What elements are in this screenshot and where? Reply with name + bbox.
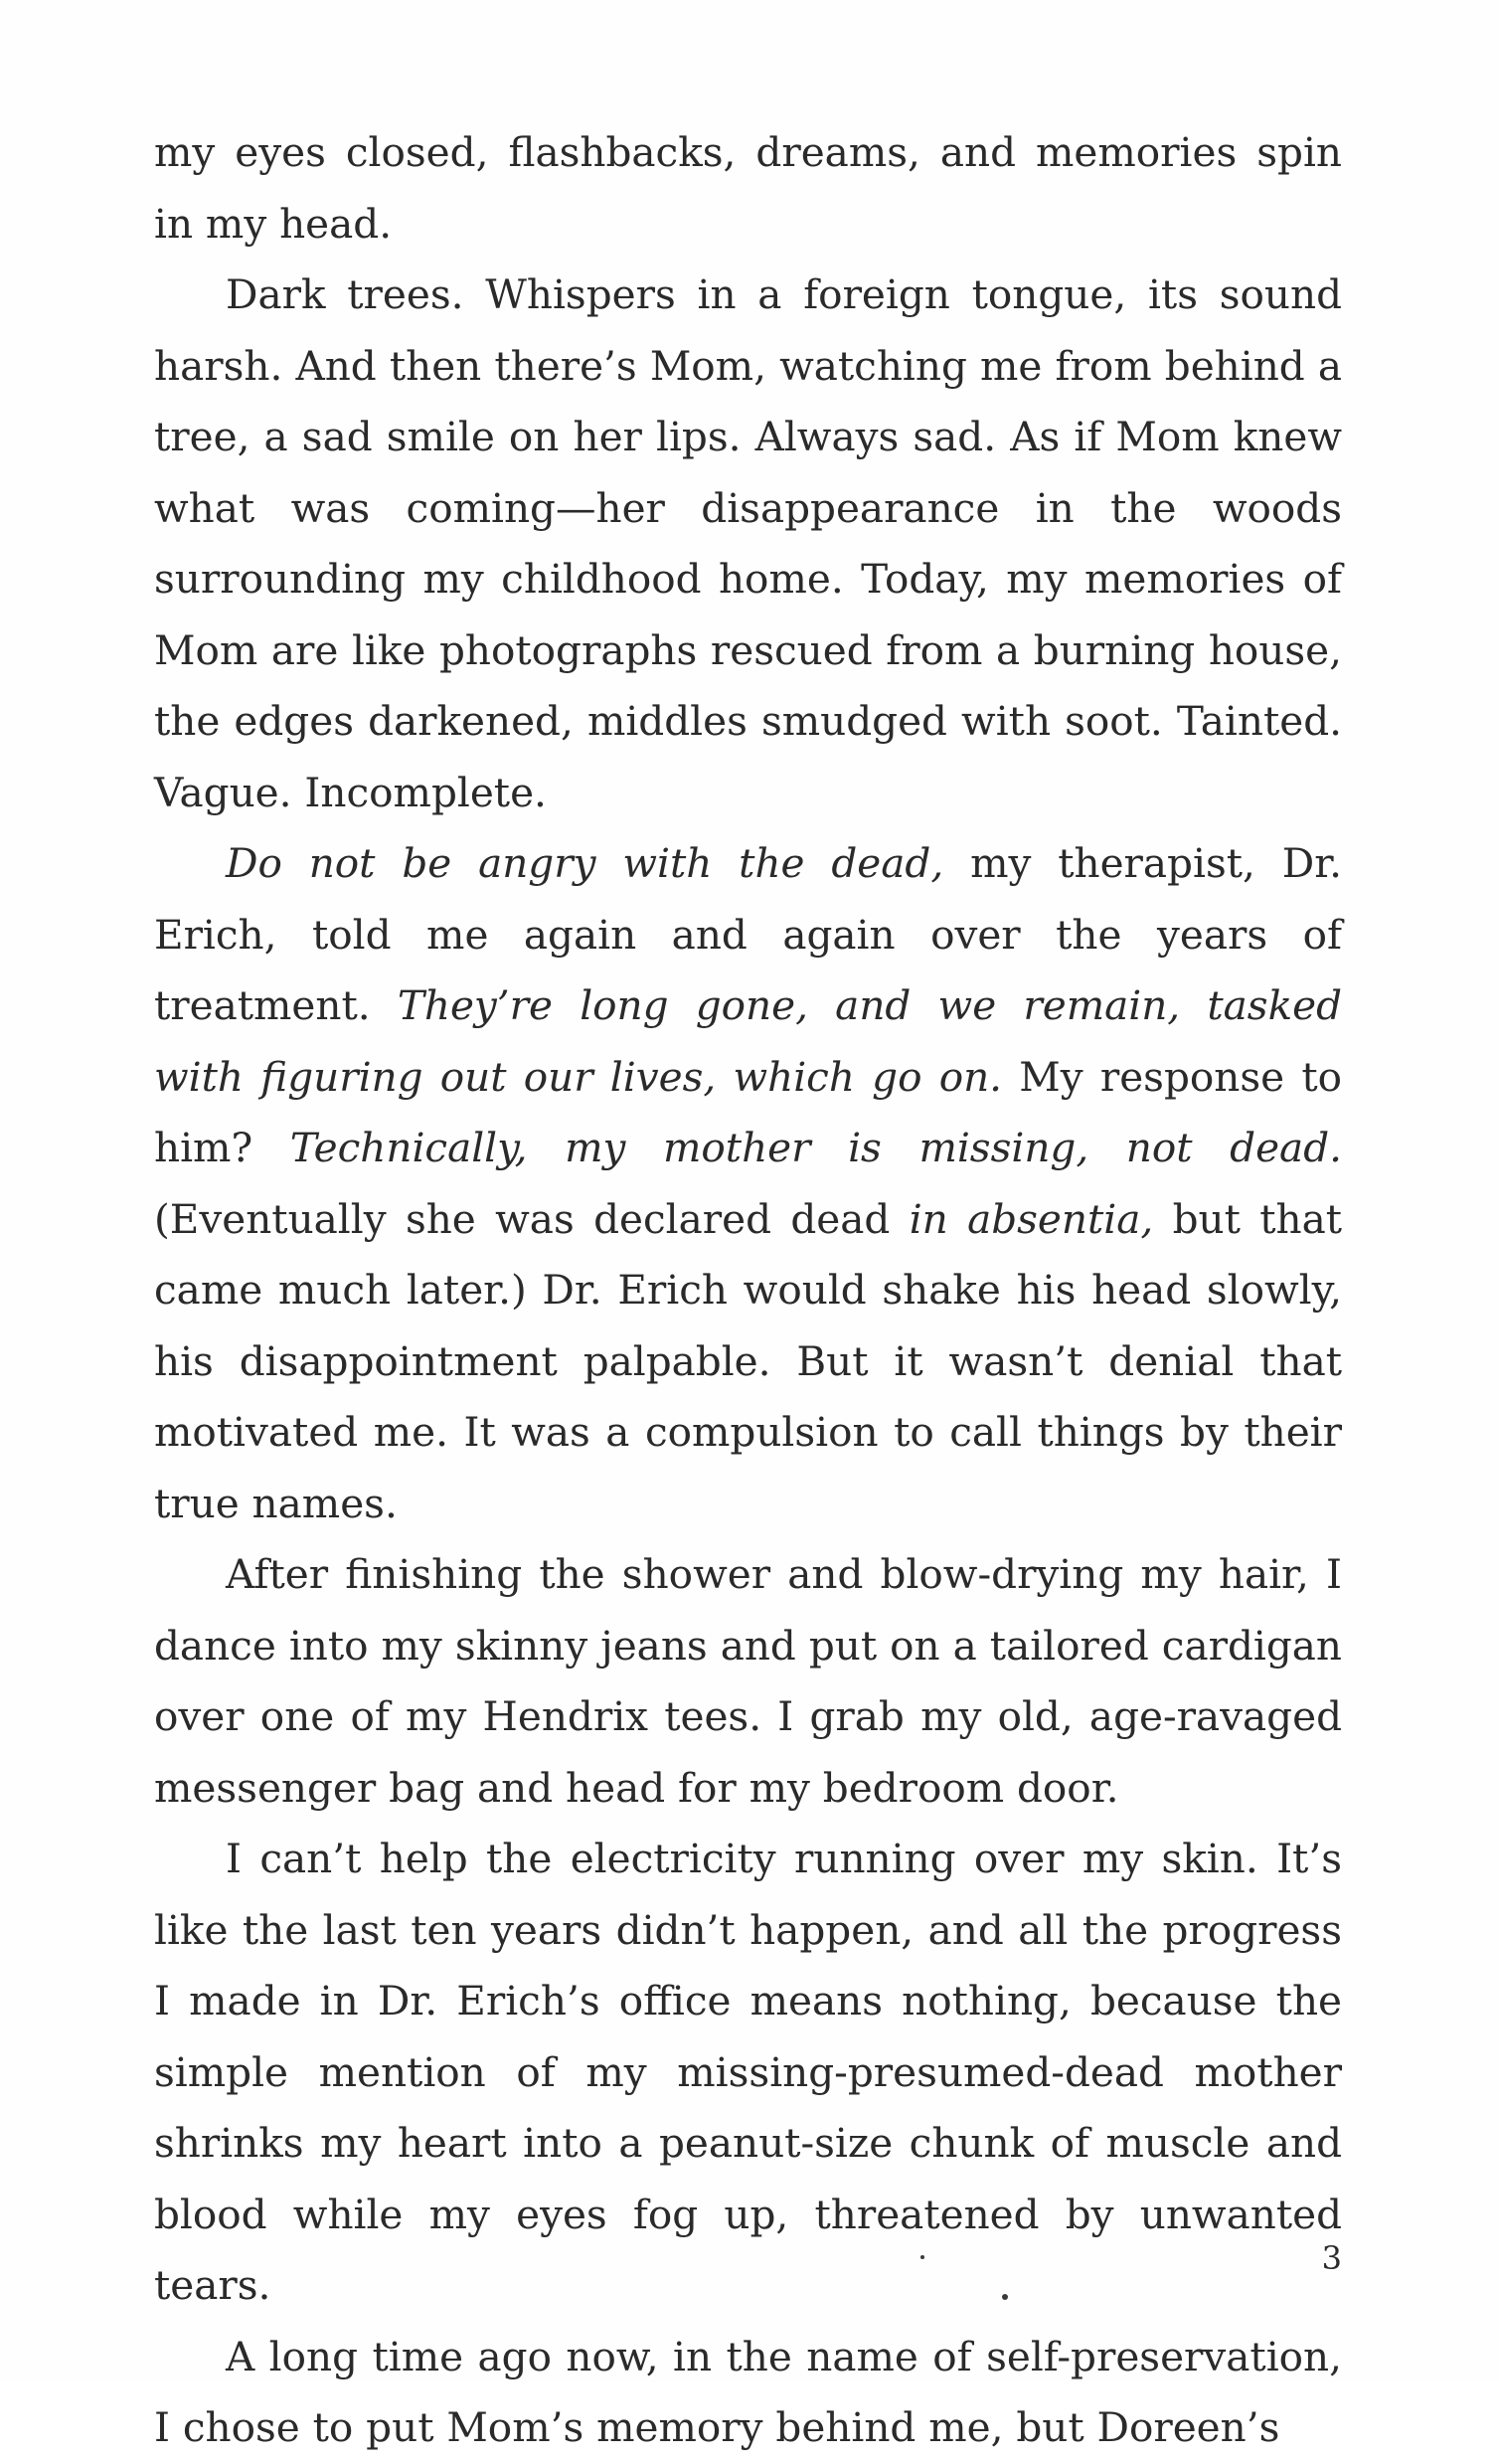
- paragraph-continuation: [154, 117, 1342, 260]
- paragraph: [154, 260, 1342, 828]
- text-segment: My response to him?: [154, 1052, 1343, 1171]
- italic-text-segment: Do not be angry with the dead,: [226, 839, 944, 887]
- text-segment: A long time ago now, in the name of self-preservation, I chose to put Mom’s memory behind me, but Doreen’s: [154, 2332, 1342, 2451]
- ink-speck: [920, 2255, 924, 2259]
- ink-speck: [1002, 2294, 1008, 2300]
- paragraph: [154, 1539, 1342, 1824]
- text-segment: my therapist, Dr. Erich, told me again and again over the years of treatment.: [154, 839, 1342, 1029]
- text-segment: my eyes closed, flashbacks, dreams, and memories spin in my head.: [154, 128, 1342, 248]
- italic-text-segment: Technically, my mother is missing, not dead.: [289, 1124, 1342, 1171]
- text-segment: but that came much later.) Dr. Erich would shake his head slowly, his disappointment palpable. But it wasn’t denial that motivated me. It was a compulsion to call things by their true names.: [154, 1194, 1343, 1527]
- text-segment: After finishing the shower and blow-drying my hair, I dance into my skinny jeans and put on a tailored cardigan over one of my Hendrix tees. I grab my old, age-ravaged messenger bag and head for my bedroom door.: [154, 1550, 1342, 1812]
- text-segment: I can’t help the electricity running over my skin. It’s like the last ten years didn’t happen, and all the progress I made in Dr. Erich’s office means nothing, because the simple mention of my missing-presumed-dead mother shrinks my heart into a peanut-size chunk of muscle and blood while my eyes fog up, threatened by unwanted tears.: [154, 1835, 1342, 2309]
- italic-text-segment: They’re long gone, and we remain, tasked with figuring out our lives, which go on.: [154, 981, 1342, 1101]
- paragraph: [154, 828, 1342, 1539]
- text-segment: (Eventually she was declared dead: [154, 1194, 910, 1243]
- paragraph: [154, 1824, 1342, 2322]
- body-text: [154, 117, 1342, 2464]
- page-number: 3: [1321, 2239, 1342, 2277]
- italic-text-segment: in absentia,: [909, 1194, 1154, 1243]
- text-segment: Dark trees. Whispers in a foreign tongue, its sound harsh. And then there’s Mom, watching me from behind a tree, a sad smile on her lips. Always sad. As if Mom knew what was coming—her disappearance in the woods surrounding my childhood home. Today, my memories of Mom are like photographs rescued from a burning house, the edges darkened, middles smudged with soot. Tainted. Vague. Incomplete.: [154, 270, 1342, 816]
- paragraph: [154, 2322, 1342, 2464]
